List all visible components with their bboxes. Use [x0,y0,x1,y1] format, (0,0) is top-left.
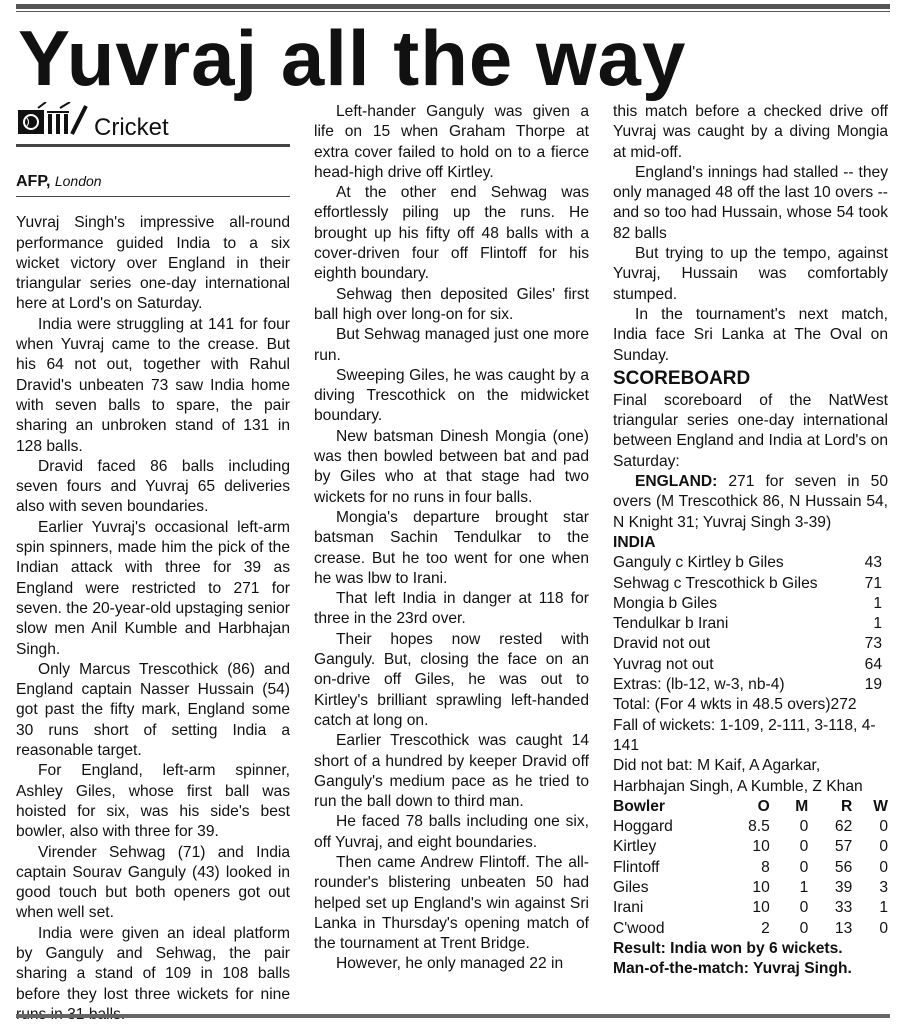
bowling-figure: 2 [761,919,770,937]
bowling-figure: 8 [761,858,770,876]
byline [16,171,290,197]
paragraph: England's innings had stalled -- they only managed 48 off the last 10 overs -- and so too had Hussain, whose 54 took 82 balls [613,163,888,242]
bowling-row [613,919,888,939]
bowling-figure: 57 [834,838,853,856]
byline-place: London [54,173,102,189]
bowling-figure: 10 [752,838,770,856]
batting-row [613,634,888,654]
paragraph: this match before a checked drive off Yuvraj was caught by a diving Mongia at mid-off. [613,103,888,161]
column-1 [16,102,290,1025]
paragraph: For England, left-arm spinner, Ashley Giles, whose first ball was hoisted for six, was his side's best bowler, also with three for 39. [16,762,290,841]
india-label: INDIA [613,533,656,551]
bowling-figure: 33 [834,899,853,917]
paragraph: But Sehwag managed just one more run. [314,326,589,364]
runs: 73 [864,635,882,653]
bowling-figure: 0 [879,919,888,937]
paragraph: But trying to up the tempo, against Yuvraj, Hussain was comfortably stumped. [613,245,888,303]
bowling-figure: 1 [879,899,888,917]
man-of-the-match: Man-of-the-match: Yuvraj Singh. [613,960,852,978]
bowling-figure: 10 [752,878,770,896]
paragraph: India were struggling at 141 for four when Yuvraj came to the crease. But his 64 not out, together with Rahul Dravid's unbeaten 73 saw India home with seven balls to spare, the pair sharing an unbroken stand of 131 in 128 balls. [16,315,290,455]
runs: 19 [864,676,882,694]
england-summary [613,472,888,533]
scoreboard-intro: Final scoreboard of the NatWest triangular series one-day international between England and India at Lord's on Saturday: [613,391,888,470]
bowling-figure: 1 [799,878,809,896]
bowler: Giles [613,878,649,896]
bowling-figure: 0 [799,818,809,836]
paragraph: Left-hander Ganguly was given a life on 15 when Graham Thorpe at extra cover failed to hold on to a fierce head-high drive off Kirtley. [314,103,589,181]
batsman: Extras: (lb-12, w-3, nb-4) [613,676,785,694]
england-text: 271 for seven in 50 overs (M Trescothick 86, N Hussain 54, N Knight 31; Yuvraj Singh 3-39) [613,473,888,531]
bowling-figure: 0 [799,838,809,856]
section-header [16,102,290,147]
batsman: Dravid not out [613,635,711,653]
batsman: Tendulkar b Irani [613,615,729,633]
bowling-figure: 3 [879,878,888,896]
paragraph: Mongia's departure brought star batsman Sachin Tendulkar to the crease. But he too went for one when he was lbw to Irani. [314,508,589,587]
paragraph: However, he only managed 22 in [336,955,564,973]
paragraph: Their hopes now rested with Ganguly. But, closing the face on an on-drive off Giles, he was out to Kirtley's brilliant sprawling left-handed catch at long on. [314,630,589,729]
paragraph: Then came Andrew Flintoff. The all-rounder's blistering unbeaten 50 had helped set up England's win against Sri Lanka in Thursday's opening match of the tournament at Trent Bridge. [314,853,589,953]
england-label: ENGLAND: [635,473,718,491]
paragraph: At the other end Sehwag was effortlessly piling up the runs. He brought up his fifty off 48 balls with a cover-driven four off Flintoff for his eighth boundary. [314,184,589,283]
paragraph: India were given an ideal platform by Ganguly and Sehwag, the pair sharing a stand of 109 in 108 balls before they lost three wickets for nine [16,924,290,1003]
bowling-figure: 56 [834,858,853,876]
bowler: Irani [613,899,644,917]
fall-of-wickets: Fall of wickets: 1-109, 2-111, 3-118, 4-141 [613,716,876,754]
batsman: Sehwag c Trescothick b Giles [613,574,818,592]
column-2 [314,102,589,975]
bowling-row [613,837,888,857]
bowling-header: Bowler [613,797,665,815]
runs: 43 [864,554,882,572]
bowler: Kirtley [613,838,657,856]
runs: 64 [864,655,882,673]
paragraph: He faced 78 balls including one six, off Yuvraj, and eight boundaries. [314,813,589,851]
bowling-row [613,878,888,898]
bowling-row [613,898,888,918]
batting-row [613,675,888,695]
section-label: Cricket [94,114,169,141]
bowling-header: R [840,797,853,815]
bowling-row [613,817,888,837]
bowling-figure: 0 [799,858,809,876]
bowling-table [613,797,888,939]
paragraph: That left India in danger at 118 for three in the 23rd over. [314,590,589,628]
batting-row [613,553,888,573]
bowling-figure: 0 [879,858,888,876]
paragraph: In the tournament's next match, India face Sri Lanka at The Oval on Sunday. [613,305,888,364]
batsman: Mongia b Giles [613,594,718,612]
bowling-figure: 8.5 [748,818,770,836]
scoreboard-heading: SCOREBOARD [613,367,751,389]
paragraph: Dravid faced 86 balls including seven fours and Yuvraj 65 deliveries also with seven boundaries. [16,457,290,516]
paragraph: Virender Sehwag (71) and India captain Sourav Ganguly (43) looked in good touch but both openers got out when well set. [16,843,290,922]
bowling-header: W [873,797,888,815]
top-rule [16,4,890,9]
runs: 71 [864,574,882,592]
headline: Yuvraj all the way [18,14,687,102]
bowling-header: M [795,797,809,815]
bowling-figure: 0 [799,919,809,937]
batsman: Yuvrag not out [613,655,714,673]
bowler: Hoggard [613,818,673,836]
paragraph: Sweeping Giles, he was caught by a diving Trescothick on the midwicket boundary. [314,366,589,425]
cricket-logo-icon [16,102,88,142]
top-rule-thin [16,11,890,12]
bowling-figure: 0 [879,838,888,856]
paragraph: Sehwag then deposited Giles' first ball high over long-on for six. [314,285,589,323]
paragraph: New batsman Dinesh Mongia (one) was then bowled between bat and pad by Giles who at that stage had two wickets for no runs in four balls. [314,427,589,506]
paragraph: Yuvraj Singh's impressive all-round performance guided India to a six wicket victory over England in their triangular series one-day international here at Lord's on Saturday. [16,214,290,313]
column-3 [613,102,888,979]
runs: 1 [873,594,882,612]
bowling-figure: 10 [752,899,770,917]
batting-row [613,655,888,675]
batsman: Ganguly c Kirtley b Giles [613,554,784,572]
bowling-figure: 62 [834,818,853,836]
result-line: Result: India won by 6 wickets. [613,939,843,957]
bowler: C'wood [613,919,665,937]
bowling-row [613,858,888,878]
batting-table [613,553,888,695]
paragraph: Only Marcus Trescothick (86) and England captain Nasser Hussain (54) got past the fifty mark, England some 30 runs short of setting India a reasonable target. [16,660,290,760]
bowling-figure: 0 [879,818,888,836]
bowler: Flintoff [613,858,660,876]
total-line: Total: (For 4 wkts in 48.5 overs)272 [613,696,857,714]
paragraph: Earlier Trescothick was caught 14 short of a hundred by keeper Dravid off Ganguly's medium pace as he tried to run the ball down to third man. [314,732,589,811]
paragraph: Earlier Yuvraj's occasional left-arm spin spinners, made him the pick of the Indian attack with three for 39 as England were restricted to 271 for seven. the 20-year-old upstaging senior slow men Anil Kumble and Harbhajan Singh. [16,518,290,658]
bottom-rule [16,1014,890,1018]
bowling-figure: 0 [799,899,809,917]
byline-agency: AFP, [16,173,51,190]
batting-row [613,574,888,594]
did-not-bat: Did not bat: M Kaif, A Agarkar, Harbhajan Singh, A Kumble, Z Khan [613,757,863,795]
runs: 1 [873,615,882,633]
batting-row [613,614,888,634]
bowling-figure: 39 [834,878,853,896]
batting-row [613,594,888,614]
bowling-header: O [757,797,770,815]
bowling-figure: 13 [834,919,853,937]
